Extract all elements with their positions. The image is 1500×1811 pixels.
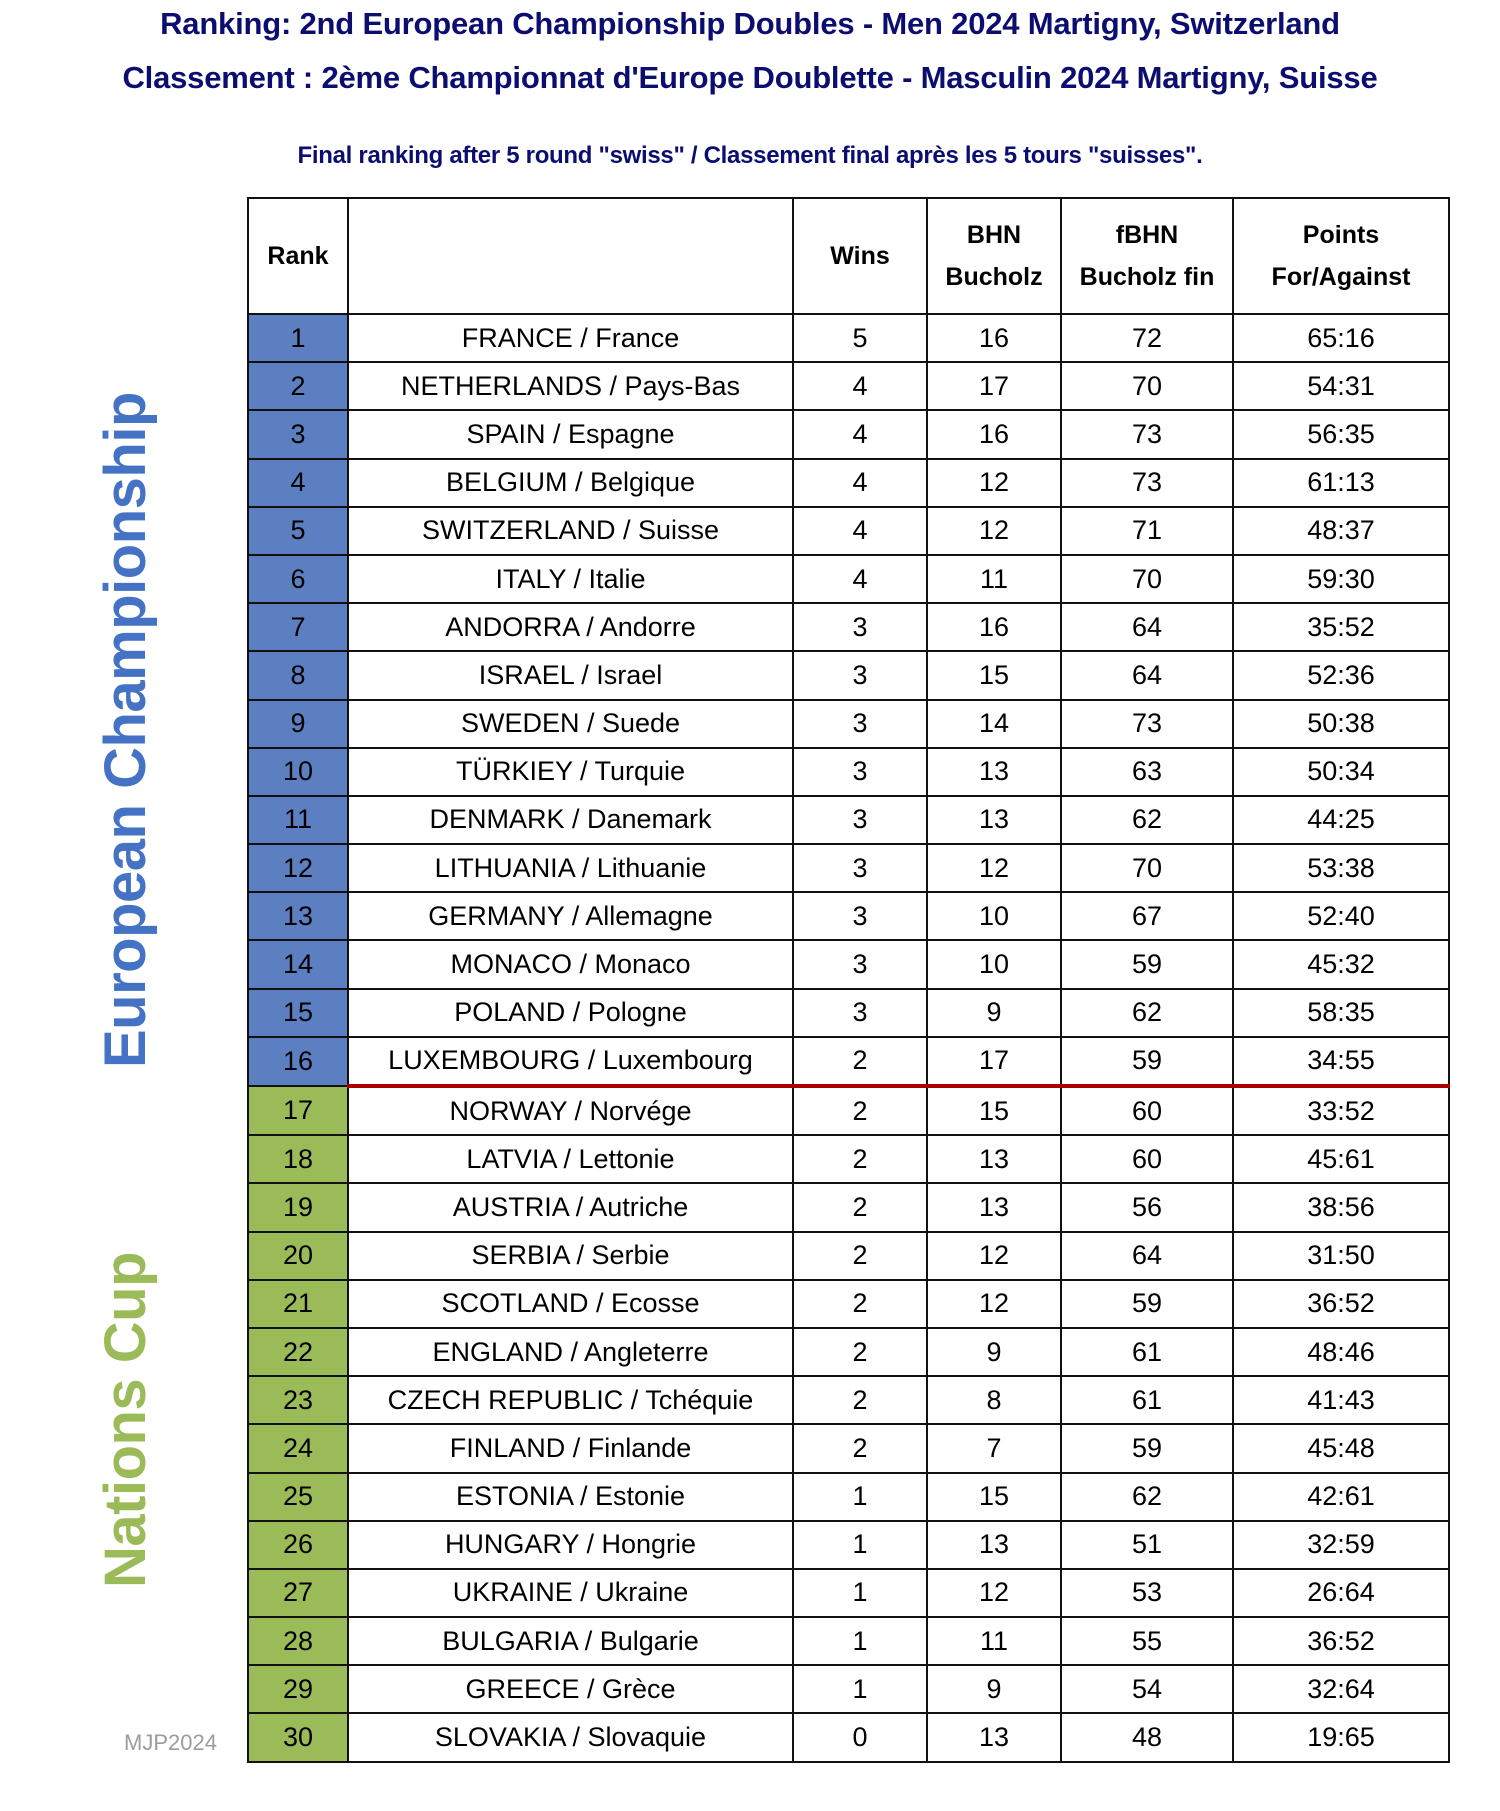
table-row: [248, 1569, 1449, 1617]
wins-cell: 1: [793, 1569, 927, 1617]
rank-cell: 23: [248, 1376, 348, 1424]
points-cell: 26:64: [1233, 1569, 1449, 1617]
bhn-cell: 11: [927, 555, 1061, 603]
wins-cell: 4: [793, 555, 927, 603]
column-header-wins: Wins: [793, 198, 927, 314]
bhn-cell: 16: [927, 603, 1061, 651]
table-row: [248, 1232, 1449, 1280]
country-cell: ITALY / Italie: [348, 555, 793, 603]
rank-cell: 20: [248, 1232, 348, 1280]
country-cell: UKRAINE / Ukraine: [348, 1569, 793, 1617]
fbhn-cell: 70: [1061, 362, 1233, 410]
fbhn-cell: 60: [1061, 1086, 1233, 1135]
points-cell: 53:38: [1233, 844, 1449, 892]
column-header-bhn-line1: BHN: [966, 221, 1022, 249]
fbhn-cell: 54: [1061, 1665, 1233, 1713]
points-cell: 45:61: [1233, 1135, 1449, 1183]
fbhn-cell: 70: [1061, 844, 1233, 892]
rank-cell: 6: [248, 555, 348, 603]
bhn-cell: 13: [927, 796, 1061, 844]
points-cell: 52:36: [1233, 651, 1449, 699]
bhn-cell: 13: [927, 1135, 1061, 1183]
table-row: [248, 1328, 1449, 1376]
table-row: [248, 314, 1449, 362]
wins-cell: 3: [793, 700, 927, 748]
wins-cell: 4: [793, 362, 927, 410]
rank-cell: 24: [248, 1424, 348, 1472]
rank-cell: 21: [248, 1280, 348, 1328]
points-cell: 38:56: [1233, 1183, 1449, 1231]
table-row: [248, 1617, 1449, 1665]
points-cell: 34:55: [1233, 1037, 1449, 1086]
wins-cell: 3: [793, 748, 927, 796]
bhn-cell: 13: [927, 1521, 1061, 1569]
country-cell: BULGARIA / Bulgarie: [348, 1617, 793, 1665]
fbhn-cell: 73: [1061, 459, 1233, 507]
fbhn-cell: 73: [1061, 410, 1233, 458]
country-cell: SPAIN / Espagne: [348, 410, 793, 458]
table-row: [248, 507, 1449, 555]
page-subtitle: Final ranking after 5 round "swiss" / Classement final après les 5 tours "suisses".: [297, 142, 1203, 169]
bhn-cell: 12: [927, 1232, 1061, 1280]
country-cell: SERBIA / Serbie: [348, 1232, 793, 1280]
fbhn-cell: 64: [1061, 651, 1233, 699]
fbhn-cell: 59: [1061, 1280, 1233, 1328]
fbhn-cell: 64: [1061, 1232, 1233, 1280]
wins-cell: 2: [793, 1086, 927, 1135]
fbhn-cell: 73: [1061, 700, 1233, 748]
table-row: [248, 651, 1449, 699]
country-cell: FRANCE / France: [348, 314, 793, 362]
country-cell: ISRAEL / Israel: [348, 651, 793, 699]
page-title-english: Ranking: 2nd European Championship Doubles - Men 2024 Martigny, Switzerland: [160, 6, 1340, 41]
bhn-cell: 17: [927, 1037, 1061, 1086]
bhn-cell: 7: [927, 1424, 1061, 1472]
points-cell: 35:52: [1233, 603, 1449, 651]
points-cell: 54:31: [1233, 362, 1449, 410]
rank-cell: 3: [248, 410, 348, 458]
wins-cell: 2: [793, 1037, 927, 1086]
table-header-row: [248, 198, 1449, 314]
fbhn-cell: 61: [1061, 1328, 1233, 1376]
table-row: [248, 1086, 1449, 1135]
wins-cell: 1: [793, 1473, 927, 1521]
points-cell: 33:52: [1233, 1086, 1449, 1135]
wins-cell: 1: [793, 1521, 927, 1569]
points-cell: 50:34: [1233, 748, 1449, 796]
page-title-french: Classement : 2ème Championnat d'Europe Doublette - Masculin 2024 Martigny, Suisse: [122, 60, 1378, 95]
bhn-cell: 15: [927, 651, 1061, 699]
country-cell: FINLAND / Finlande: [348, 1424, 793, 1472]
country-cell: SWITZERLAND / Suisse: [348, 507, 793, 555]
table-row: [248, 1473, 1449, 1521]
fbhn-cell: 70: [1061, 555, 1233, 603]
wins-cell: 1: [793, 1617, 927, 1665]
points-cell: 19:65: [1233, 1713, 1449, 1761]
table-row: [248, 1183, 1449, 1231]
rank-cell: 19: [248, 1183, 348, 1231]
country-cell: GERMANY / Allemagne: [348, 892, 793, 940]
points-cell: 36:52: [1233, 1280, 1449, 1328]
bhn-cell: 10: [927, 892, 1061, 940]
column-header-points: [1233, 198, 1449, 314]
rank-cell: 5: [248, 507, 348, 555]
points-cell: 52:40: [1233, 892, 1449, 940]
country-cell: CZECH REPUBLIC / Tchéquie: [348, 1376, 793, 1424]
bhn-cell: 13: [927, 1713, 1061, 1761]
wins-cell: 2: [793, 1232, 927, 1280]
rank-cell: 17: [248, 1086, 348, 1135]
table-row: [248, 892, 1449, 940]
rank-cell: 30: [248, 1713, 348, 1761]
table-row: [248, 1280, 1449, 1328]
fbhn-cell: 60: [1061, 1135, 1233, 1183]
rank-cell: 4: [248, 459, 348, 507]
country-cell: SWEDEN / Suede: [348, 700, 793, 748]
rank-cell: 11: [248, 796, 348, 844]
fbhn-cell: 67: [1061, 892, 1233, 940]
rank-cell: 2: [248, 362, 348, 410]
bhn-cell: 12: [927, 844, 1061, 892]
table-row: [248, 1376, 1449, 1424]
watermark: MJP2024: [124, 1730, 217, 1755]
fbhn-cell: 51: [1061, 1521, 1233, 1569]
fbhn-cell: 71: [1061, 507, 1233, 555]
bhn-cell: 8: [927, 1376, 1061, 1424]
fbhn-cell: 62: [1061, 1473, 1233, 1521]
rank-cell: 25: [248, 1473, 348, 1521]
points-cell: 48:37: [1233, 507, 1449, 555]
table-row: [248, 459, 1449, 507]
country-cell: NETHERLANDS / Pays-Bas: [348, 362, 793, 410]
wins-cell: 2: [793, 1280, 927, 1328]
fbhn-cell: 59: [1061, 940, 1233, 988]
nations-cup-label: Nations Cup: [93, 1251, 158, 1588]
rank-cell: 9: [248, 700, 348, 748]
country-cell: ANDORRA / Andorre: [348, 603, 793, 651]
wins-cell: 3: [793, 892, 927, 940]
country-cell: HUNGARY / Hongrie: [348, 1521, 793, 1569]
wins-cell: 3: [793, 989, 927, 1037]
table-row: [248, 1713, 1449, 1761]
column-header-bhn-line2: Bucholz: [945, 263, 1043, 291]
points-cell: 58:35: [1233, 989, 1449, 1037]
column-header-country: [348, 198, 793, 314]
rank-cell: 28: [248, 1617, 348, 1665]
bhn-cell: 16: [927, 314, 1061, 362]
points-cell: 65:16: [1233, 314, 1449, 362]
wins-cell: 4: [793, 459, 927, 507]
rank-cell: 1: [248, 314, 348, 362]
column-header-fbhn: [1061, 198, 1233, 314]
table-row: [248, 410, 1449, 458]
country-cell: ESTONIA / Estonie: [348, 1473, 793, 1521]
fbhn-cell: 48: [1061, 1713, 1233, 1761]
wins-cell: 3: [793, 940, 927, 988]
wins-cell: 3: [793, 796, 927, 844]
country-cell: SLOVAKIA / Slovaquie: [348, 1713, 793, 1761]
european-championship-label: European Championship: [93, 392, 158, 1068]
ranking-table: [247, 197, 1450, 1763]
wins-cell: 4: [793, 410, 927, 458]
table-row: [248, 1521, 1449, 1569]
wins-cell: 2: [793, 1424, 927, 1472]
table-row: [248, 700, 1449, 748]
bhn-cell: 12: [927, 459, 1061, 507]
rank-cell: 12: [248, 844, 348, 892]
points-cell: 48:46: [1233, 1328, 1449, 1376]
country-cell: NORWAY / Norvége: [348, 1086, 793, 1135]
fbhn-cell: 62: [1061, 989, 1233, 1037]
rank-cell: 18: [248, 1135, 348, 1183]
bhn-cell: 11: [927, 1617, 1061, 1665]
rank-cell: 16: [248, 1037, 348, 1086]
points-cell: 50:38: [1233, 700, 1449, 748]
bhn-cell: 12: [927, 1569, 1061, 1617]
country-cell: BELGIUM / Belgique: [348, 459, 793, 507]
wins-cell: 2: [793, 1183, 927, 1231]
bhn-cell: 17: [927, 362, 1061, 410]
ranking-body: [248, 314, 1449, 1762]
rank-cell: 7: [248, 603, 348, 651]
table-row: [248, 603, 1449, 651]
bhn-cell: 10: [927, 940, 1061, 988]
rank-cell: 27: [248, 1569, 348, 1617]
points-cell: 42:61: [1233, 1473, 1449, 1521]
points-cell: 44:25: [1233, 796, 1449, 844]
column-header-rank: Rank: [248, 198, 348, 314]
rank-cell: 13: [248, 892, 348, 940]
fbhn-cell: 63: [1061, 748, 1233, 796]
column-header-fbhn-line1: fBHN: [1115, 221, 1179, 249]
bhn-cell: 9: [927, 989, 1061, 1037]
points-cell: 45:48: [1233, 1424, 1449, 1472]
table-row: [248, 555, 1449, 603]
table-row: [248, 1135, 1449, 1183]
country-cell: AUSTRIA / Autriche: [348, 1183, 793, 1231]
bhn-cell: 9: [927, 1665, 1061, 1713]
bhn-cell: 12: [927, 507, 1061, 555]
fbhn-cell: 53: [1061, 1569, 1233, 1617]
country-cell: SCOTLAND / Ecosse: [348, 1280, 793, 1328]
fbhn-cell: 59: [1061, 1424, 1233, 1472]
wins-cell: 5: [793, 314, 927, 362]
points-cell: 61:13: [1233, 459, 1449, 507]
wins-cell: 0: [793, 1713, 927, 1761]
rank-cell: 29: [248, 1665, 348, 1713]
column-header-points-line2: For/Against: [1271, 263, 1411, 291]
country-cell: ENGLAND / Angleterre: [348, 1328, 793, 1376]
rank-cell: 26: [248, 1521, 348, 1569]
bhn-cell: 13: [927, 1183, 1061, 1231]
fbhn-cell: 55: [1061, 1617, 1233, 1665]
table-row: [248, 748, 1449, 796]
country-cell: LATVIA / Lettonie: [348, 1135, 793, 1183]
table-row: [248, 989, 1449, 1037]
rank-cell: 10: [248, 748, 348, 796]
wins-cell: 2: [793, 1328, 927, 1376]
wins-cell: 2: [793, 1135, 927, 1183]
points-cell: 41:43: [1233, 1376, 1449, 1424]
table-row: [248, 1037, 1449, 1086]
bhn-cell: 9: [927, 1328, 1061, 1376]
country-cell: LITHUANIA / Lithuanie: [348, 844, 793, 892]
country-cell: MONACO / Monaco: [348, 940, 793, 988]
table-row: [248, 844, 1449, 892]
fbhn-cell: 56: [1061, 1183, 1233, 1231]
column-header-bhn: [927, 198, 1061, 314]
bhn-cell: 13: [927, 748, 1061, 796]
fbhn-cell: 64: [1061, 603, 1233, 651]
column-header-fbhn-line2: Bucholz fin: [1079, 263, 1215, 291]
column-header-points-line1: Points: [1302, 221, 1380, 249]
wins-cell: 3: [793, 603, 927, 651]
country-cell: GREECE / Grèce: [348, 1665, 793, 1713]
bhn-cell: 15: [927, 1086, 1061, 1135]
country-cell: LUXEMBOURG / Luxembourg: [348, 1037, 793, 1086]
points-cell: 56:35: [1233, 410, 1449, 458]
wins-cell: 1: [793, 1665, 927, 1713]
points-cell: 45:32: [1233, 940, 1449, 988]
points-cell: 32:64: [1233, 1665, 1449, 1713]
table-row: [248, 796, 1449, 844]
table-row: [248, 362, 1449, 410]
table-row: [248, 1424, 1449, 1472]
country-cell: TÜRKIEY / Turquie: [348, 748, 793, 796]
fbhn-cell: 59: [1061, 1037, 1233, 1086]
points-cell: 32:59: [1233, 1521, 1449, 1569]
wins-cell: 3: [793, 651, 927, 699]
wins-cell: 2: [793, 1376, 927, 1424]
bhn-cell: 12: [927, 1280, 1061, 1328]
points-cell: 59:30: [1233, 555, 1449, 603]
bhn-cell: 14: [927, 700, 1061, 748]
points-cell: 36:52: [1233, 1617, 1449, 1665]
rank-cell: 8: [248, 651, 348, 699]
rank-cell: 14: [248, 940, 348, 988]
rank-cell: 22: [248, 1328, 348, 1376]
wins-cell: 3: [793, 844, 927, 892]
table-row: [248, 1665, 1449, 1713]
points-cell: 31:50: [1233, 1232, 1449, 1280]
country-cell: POLAND / Pologne: [348, 989, 793, 1037]
wins-cell: 4: [793, 507, 927, 555]
bhn-cell: 16: [927, 410, 1061, 458]
rank-cell: 15: [248, 989, 348, 1037]
fbhn-cell: 61: [1061, 1376, 1233, 1424]
fbhn-cell: 62: [1061, 796, 1233, 844]
fbhn-cell: 72: [1061, 314, 1233, 362]
bhn-cell: 15: [927, 1473, 1061, 1521]
table-row: [248, 940, 1449, 988]
country-cell: DENMARK / Danemark: [348, 796, 793, 844]
